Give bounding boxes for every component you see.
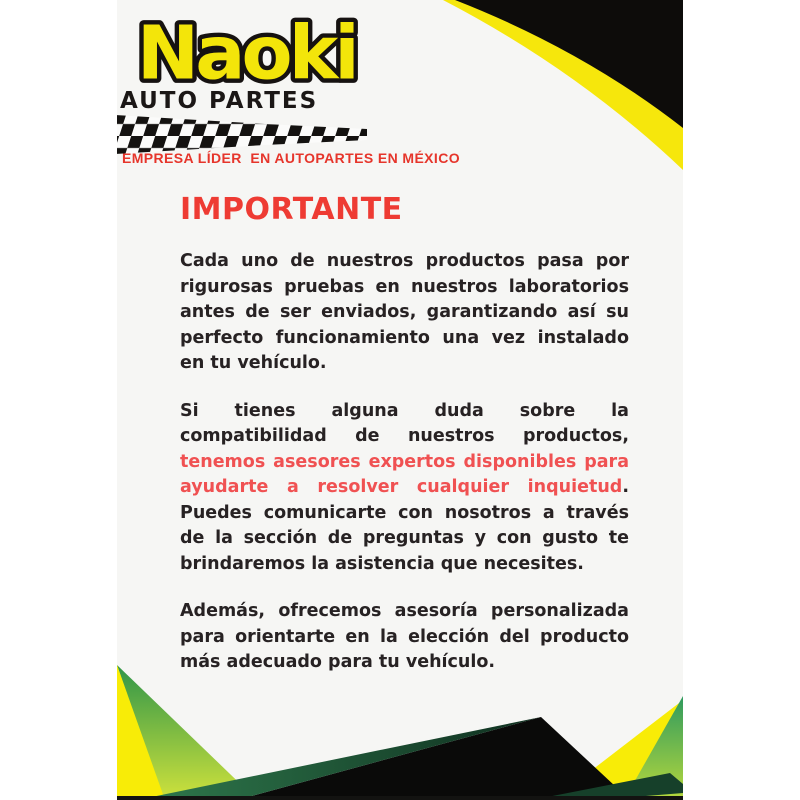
brand-logo-text: Naoki: [136, 9, 356, 97]
bottom-decoration: [117, 660, 683, 800]
paragraph-support-start: Si tienes alguna duda sobre la compatibilidad de nuestros productos,: [180, 400, 629, 446]
paragraph-quality: Cada uno de nuestros productos pasa por rigurosas pruebas en nuestros laboratorios antes de ser enviados, garantizando así su perfecto funcionamiento una vez instalado en tu vehículo.: [180, 251, 629, 373]
main-content: [180, 192, 629, 676]
paragraph-support-highlight: tenemos asesores expertos disponibles para ayudarte a resolver cualquier inquietud: [180, 451, 629, 497]
paragraph-support-end: . Puedes comunicarte con nosotros a través de la sección de preguntas y con gusto te brindaremos la asistencia que necesites.: [180, 477, 629, 574]
brand-tagline: EMPRESA LÍDER EN AUTOPARTES EN MÉXICO: [122, 150, 461, 166]
paragraph-advice: Además, ofrecemos asesoría personalizada para orientarte en la elección del producto más adecuado para tu vehículo.: [180, 601, 629, 672]
brand-logo: [131, 2, 366, 98]
section-heading: IMPORTANTE: [180, 192, 403, 227]
brand-subtitle: AUTO PARTES: [120, 88, 319, 114]
poster: [117, 0, 683, 800]
paragraph-support: [180, 399, 629, 578]
